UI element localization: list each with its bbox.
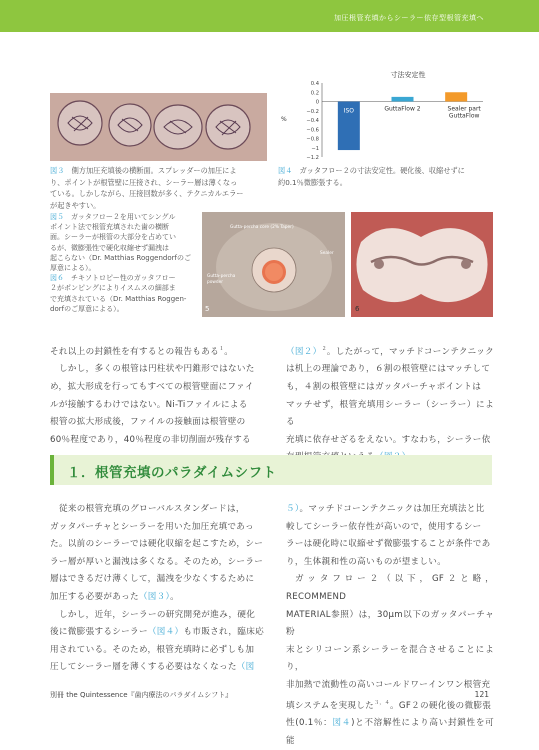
text-line: 非加熱で流動性の高いコールドワーインワン根管充 bbox=[286, 679, 491, 690]
figure-4-chart bbox=[278, 63, 488, 163]
bar-2 bbox=[392, 97, 414, 102]
chart-title: 寸法安定性 bbox=[390, 71, 426, 79]
category-label: GuttaFlow 2 bbox=[384, 105, 421, 113]
text-line: た。以前のシーラーでは硬化収縮を起こすため，シー bbox=[50, 539, 264, 550]
text-line: 後に微膨張するシーラー bbox=[50, 627, 148, 638]
text-line: は机上の理論であり，６割の根管壁にはマッチして bbox=[286, 364, 491, 375]
text-line: 填システムを実現した bbox=[286, 700, 375, 711]
text-line: 。 bbox=[224, 346, 234, 357]
caption-line: ポイント法で根管充填された歯の横断 bbox=[50, 223, 169, 232]
figure-5-label: 図５ bbox=[50, 213, 64, 221]
text-line: それ以上の封鎖性を有するとの報告もある bbox=[50, 346, 219, 357]
text-line: 較してシーラー依存性が高いので，使用するシー bbox=[286, 521, 482, 532]
text-line: しかし，多くの根管は円柱状や円錐形ではないた bbox=[59, 364, 255, 375]
text-line: ルが接触するわけではない。Ni-Tiファイルによる bbox=[50, 399, 248, 410]
y-tick-label: −0.6 bbox=[306, 127, 319, 134]
caption-line: り、ポイントが根管壁に圧接され、シーラー層は薄くなっ bbox=[50, 177, 238, 187]
figure-3-label: 図３ bbox=[50, 166, 65, 175]
figure-4-caption bbox=[278, 165, 493, 188]
caption-line: で充填されている（Dr. Matthias Roggen- bbox=[50, 294, 187, 303]
caption-line: 側方加圧充填後の横断面。スプレッダーの加圧によ bbox=[71, 166, 237, 175]
text-line: 加圧する必要があった bbox=[50, 591, 139, 602]
text-line: 。マッチドコーンテクニックは加圧充填法と比 bbox=[299, 504, 485, 514]
caption-line: ている。しかしながら、圧接回数が多く、テクニカルエラー bbox=[50, 189, 244, 198]
caption-line: ガッタフロー２を用いてシングル bbox=[71, 213, 176, 221]
section-paragraph-col2 bbox=[286, 501, 494, 750]
running-header-title: 加圧根管充填からシーラー依存型根管充填へ bbox=[334, 14, 484, 22]
text-line: 60％程度であり，40％程度の非切削面が残存する bbox=[50, 434, 251, 445]
figure-5-6-caption bbox=[50, 212, 202, 314]
caption-line: 面。シーラーが根管の大部分を占めてい bbox=[50, 233, 176, 242]
y-tick-label: 0.2 bbox=[310, 90, 319, 97]
text-line: も市販され，臨床応 bbox=[183, 627, 264, 638]
text-line: 根管の拡大形成後，ファイルの接触面は根管壁の bbox=[50, 417, 246, 428]
citation: ３，４ bbox=[374, 699, 390, 706]
text-line: 圧してシーラー層を薄くする必要はなくなった bbox=[50, 662, 237, 673]
dimensional-stability-chart bbox=[278, 63, 488, 163]
text-line: 。 bbox=[170, 591, 180, 602]
figure-5-number: 5 bbox=[205, 305, 210, 313]
text-line: ラー層が厚いと漏洩は多くなる。そのため，シーラー bbox=[50, 556, 264, 567]
text-line: 従来の根管充填のグローバルスタンダードは， bbox=[59, 504, 245, 514]
page-number: 121 bbox=[474, 690, 489, 699]
figure-3-image bbox=[50, 93, 267, 161]
text-line: も，４割の根管壁にはガッタパーチャポイントは bbox=[286, 382, 482, 393]
citation: １ bbox=[218, 346, 225, 352]
text-line: ガッタフロー２（以下，GF２と略，RECOMMEND bbox=[286, 574, 494, 602]
bar-3 bbox=[445, 92, 467, 101]
footer-publication: 別冊 the Quintessence『歯内療法のパラダイムシフト』 bbox=[50, 691, 233, 699]
y-tick-label: −0.4 bbox=[306, 118, 319, 124]
text-line: 層はできるだけ薄くして，漏洩を少なくするために bbox=[50, 574, 255, 585]
y-tick-label: −1 bbox=[311, 145, 319, 152]
figure-5-image bbox=[202, 212, 345, 317]
text-line: 性(0.1％： bbox=[286, 717, 333, 728]
figure-reference[interactable]: （図３） bbox=[138, 591, 171, 602]
y-tick-label: 0 bbox=[315, 99, 319, 106]
y-tick-label: −0.2 bbox=[306, 108, 319, 115]
caption-line: 約0.1％微膨張する。 bbox=[278, 177, 347, 187]
text-line: 充填に依存せざるをえない。すなわち，シーラー依 bbox=[286, 434, 491, 445]
text-line: 末とシリコーン系シーラーを混合させることにより， bbox=[286, 644, 494, 673]
figure-reference[interactable]: （図 bbox=[236, 662, 255, 673]
text-line: MATERIAL参照）は，30μm以下のガッタパーチャ粉 bbox=[286, 609, 494, 638]
text-line: ガッタパーチャとシーラーを用いた加圧充填であっ bbox=[50, 521, 254, 532]
text-line: 用されている。そのため，根管充填時に必ずしも加 bbox=[50, 644, 255, 655]
section-paragraph-col1 bbox=[50, 501, 268, 677]
figure-3-caption bbox=[50, 165, 270, 211]
caption-line: 厚意による）。 bbox=[50, 264, 96, 273]
section-heading-bar bbox=[50, 455, 54, 485]
figure-reference[interactable]: ５） bbox=[286, 504, 300, 514]
figure-6-cross-section bbox=[351, 212, 493, 317]
text-line: )と不溶解性により高い封鎖性を可能 bbox=[286, 717, 495, 746]
text-line: しかし，近年，シーラーの研究開発が進み，硬化 bbox=[59, 609, 256, 620]
category-label: ISO bbox=[343, 107, 354, 115]
intro-paragraph-col2 bbox=[286, 341, 494, 467]
figure-6-image bbox=[351, 212, 493, 317]
y-tick-label: −1.2 bbox=[306, 155, 319, 161]
caption-line: るが、微膨張性で硬化収縮せず漏洩は bbox=[50, 243, 169, 252]
text-line: 。したがって，マッチドコーンテクニック bbox=[326, 346, 494, 357]
figure-3-cross-sections bbox=[50, 93, 267, 161]
caption-line: ガッタフロー２の寸法安定性。硬化後、収縮せずに bbox=[299, 166, 465, 175]
caption-line: チキソトロピー性のガッタフロー bbox=[71, 274, 176, 283]
caption-line: ２がポンピングによりイスムスの細部ま bbox=[50, 284, 176, 293]
text-line: 。GF２の硬化後の微膨張 bbox=[389, 700, 492, 711]
text-line: ラーは硬化時に収縮せず微膨張することが条件であ bbox=[286, 539, 491, 550]
caption-line: 起こらない（Dr. Matthias Roggendorfのご bbox=[50, 253, 191, 262]
section-title: １．根管充填のパラダイムシフト bbox=[67, 465, 277, 481]
figure-4-label: 図４ bbox=[278, 166, 293, 175]
text-line: り，生体親和性の高いものが望ましい。 bbox=[286, 556, 447, 567]
label-gutta-percha-powder: Gutta-percha powder bbox=[207, 274, 236, 285]
label-gutta-percha-core: Gutta-percha core (2% Taper) bbox=[230, 225, 294, 230]
y-tick-label: 0.4 bbox=[310, 81, 319, 87]
figure-6-number: 6 bbox=[355, 305, 360, 313]
category-label: Sealer part GuttaFlow bbox=[447, 105, 481, 120]
figure-6-label: 図６ bbox=[50, 274, 64, 283]
text-line: め，拡大形成を行ってもすべての根管壁面にファイ bbox=[50, 382, 254, 393]
y-tick-label: −0.8 bbox=[306, 136, 319, 143]
intro-paragraph-col1 bbox=[50, 341, 268, 449]
citation: ２ bbox=[321, 346, 327, 352]
text-line: マッチせず，根管充填用シーラー（シーラー）による bbox=[286, 399, 494, 428]
caption-line: dorfのご厚意による）。 bbox=[50, 304, 124, 313]
label-sealer: Sealer bbox=[320, 251, 334, 256]
section-heading bbox=[50, 455, 492, 485]
chart-ylabel: % bbox=[281, 116, 287, 123]
figure-reference[interactable]: （図２） bbox=[286, 346, 322, 357]
figure-reference[interactable]: 図４ bbox=[332, 717, 352, 728]
caption-line: が起きやすい。 bbox=[50, 200, 101, 210]
figure-reference[interactable]: （図４） bbox=[147, 627, 184, 638]
